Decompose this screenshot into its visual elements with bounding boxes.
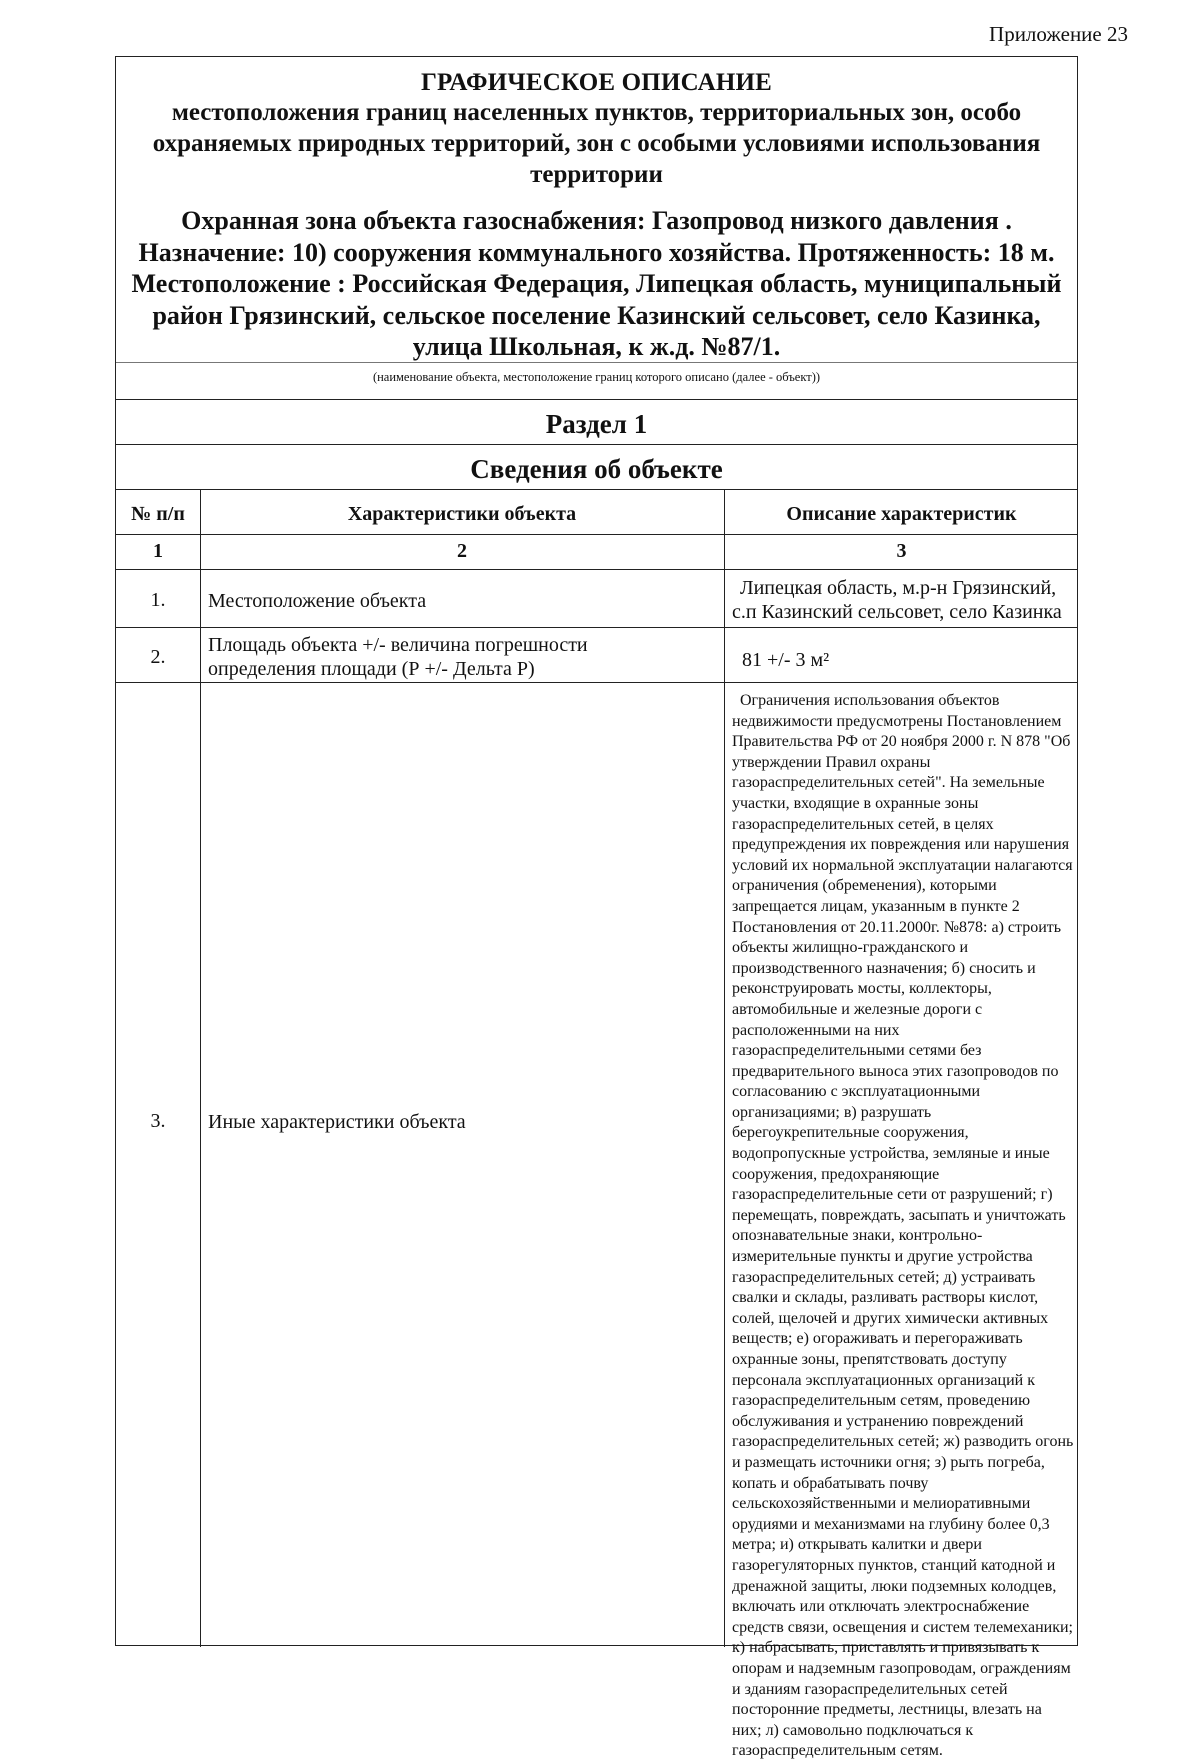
- table-row-divider: [116, 682, 1077, 683]
- divider: [116, 399, 1077, 400]
- table-row-divider: [116, 534, 1077, 535]
- document-frame: [115, 56, 1078, 1760]
- row-characteristic: Местоположение объекта: [208, 590, 427, 612]
- column-number: 2: [457, 540, 467, 562]
- caption-rule: [116, 362, 1077, 363]
- section-subtitle: Сведения об объекте: [470, 454, 723, 484]
- column-header-characteristic: Характеристики объекта: [347, 503, 577, 525]
- divider: [116, 489, 1077, 490]
- object-name: Охранная зона объекта газоснабжения: Газопровод низкого давления . Назначение: 10) сооружения коммунального хозяйства. Протяженность: 18 м. Местоположение : Российская Федерация, Липецкая область, муниципальный район Грязинский, сельское поселение Казинский сельсовет, село Казинка, улица Школьная, к ж.д. №87/1.: [131, 206, 1062, 361]
- row-number: 2.: [150, 646, 166, 668]
- row-characteristic: Иные характеристики объекта: [208, 1111, 466, 1133]
- table-row-divider: [116, 569, 1077, 570]
- document-subtitle: местоположения границ населенных пунктов, территориальных зон, особо охраняемых природных территорий, зон с особыми условиями использования территории: [152, 99, 1041, 188]
- row-description-long: Ограничения использования объектов недвижимости предусмотрены Постановлением Правительства РФ от 20 ноября 2000 г. N 878 "Об утверждении Правил охраны газораспределительных сетей". На земельные участки, входящие в охранные зоны газораспределительных сетей, в целях предупреждения их повреждения или нарушения условий их нормальной эксплуатации налагаются ограничения (обременения), которыми запрещается лицам, указанным в пункте 2 Постановления от 20.11.2000г. №878: а) строить объекты жилищно-гражданского и производственного назначения; б) сносить и реконструировать мосты, коллекторы, автомобильные и железные дороги с расположенными на них газораспределительными сетями без предварительного выноса этих газопроводов по согласованию с эксплуатационными организациями; в) разрушать берегоукрепительные сооружения, водопропускные устройства, земляные и иные сооружения, предохраняющие газораспределительные сети от разрушений; г) перемещать, повреждать, засыпать и уничтожать опознавательные знаки, контрольно-измерительные пункты и другие устройства газораспределительных сетей; д) устраивать свалки и склады, разливать растворы кислот, солей, щелочей и других химически активных веществ; е) огораживать и перегораживать охранные зоны, препятствовать доступу персонала эксплуатационных организаций к газораспределительным сетям, проведению обслуживания и устранению повреждений газораспределительных сетей; ж) разводить огонь и размещать источники огня; з) рыть погреба, копать и обрабатывать почву сельскохозяйственными и мелиоративными орудиями и механизмами на глубину более 0,3 метра; и) открывать калитки и двери газорегуляторных пунктов, станций катодной и дренажной защиты, люки подземных колодцев, включать или отключать электроснабжение средств связи, освещения и систем телемеханики; к) набрасывать, приставлять и привязывать к опорам и надземным газопроводам, ограждениям и зданиям газораспределительных сетей посторонние предметы, лестницы, влезать на них; л) самовольно подключаться к газораспределительным сетям.: [732, 692, 1074, 1760]
- column-number: 1: [153, 540, 163, 562]
- appendix-label: Приложение 23: [989, 22, 1128, 46]
- row-description: Липецкая область, м.р-н Грязинский, с.п Казинский сельсовет, село Казинка: [732, 577, 1062, 623]
- document-title: ГРАФИЧЕСКОЕ ОПИСАНИЕ: [420, 69, 773, 96]
- column-header-description: Описание характеристик: [786, 503, 1017, 525]
- row-description: 81 +/- 3 м²: [742, 649, 830, 671]
- column-separator: [200, 489, 201, 1647]
- row-characteristic: Площадь объекта +/- величина погрешности определения площади (Р +/- Дельта Р): [208, 634, 588, 680]
- section-title: Раздел 1: [545, 409, 648, 439]
- column-header-num: № п/п: [131, 503, 185, 525]
- table-row-divider: [116, 627, 1077, 628]
- divider: [116, 444, 1077, 445]
- row-number: 1.: [150, 589, 166, 611]
- column-separator: [724, 489, 725, 1647]
- column-number: 3: [896, 540, 907, 562]
- row-number: 3.: [150, 1110, 166, 1132]
- object-caption: (наименование объекта, местоположение границ которого описано (далее - объект)): [372, 370, 821, 384]
